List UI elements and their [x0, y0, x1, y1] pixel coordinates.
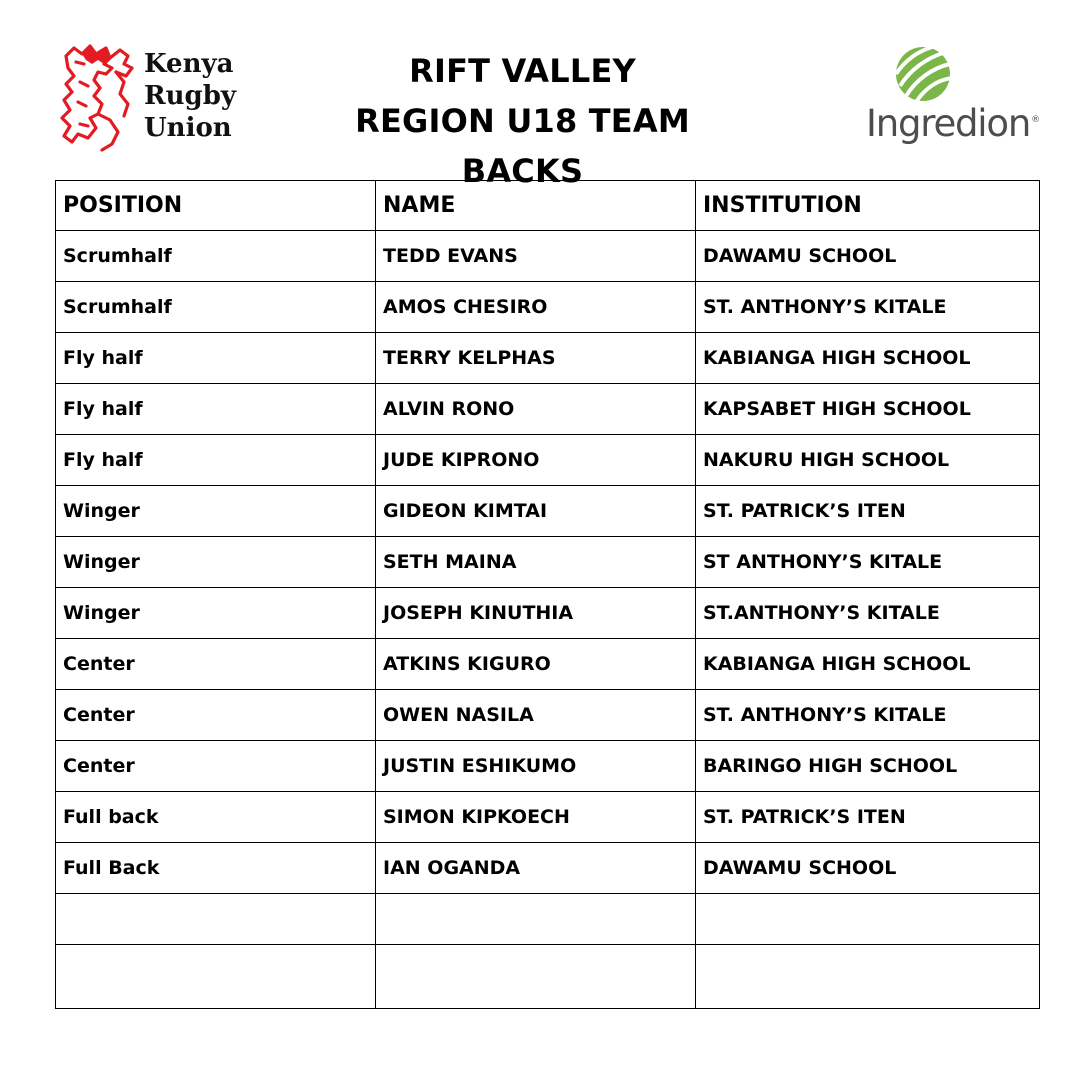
table-row	[56, 537, 1040, 588]
ingredion-name: Ingredion	[866, 102, 1031, 145]
cell-position: Full Back	[56, 843, 376, 894]
table-row	[56, 588, 1040, 639]
cell-position: Center	[56, 690, 376, 741]
logo-text-kenya: Kenya	[144, 49, 234, 79]
cell-institution: ST. ANTHONY’S KITALE	[696, 282, 1040, 333]
cell-position: Winger	[56, 486, 376, 537]
column-header-institution: INSTITUTION	[696, 181, 1040, 231]
cell-position: Center	[56, 639, 376, 690]
cell-name: SIMON KIPKOECH	[376, 792, 696, 843]
cell-name: IAN OGANDA	[376, 843, 696, 894]
ingredion-logo	[862, 44, 1042, 154]
cell-position	[56, 945, 376, 1009]
cell-institution: BARINGO HIGH SCHOOL	[696, 741, 1040, 792]
cell-position: Winger	[56, 588, 376, 639]
cell-institution: ST.ANTHONY’S KITALE	[696, 588, 1040, 639]
column-header-name: NAME	[376, 181, 696, 231]
logo-text-union: Union	[144, 113, 232, 143]
table-header-row	[56, 181, 1040, 231]
cell-name: ATKINS KIGURO	[376, 639, 696, 690]
cell-position: Center	[56, 741, 376, 792]
cell-institution	[696, 894, 1040, 945]
page-title	[330, 46, 715, 196]
cell-institution: KABIANGA HIGH SCHOOL	[696, 333, 1040, 384]
table-row-empty	[56, 945, 1040, 1009]
table-row	[56, 333, 1040, 384]
table-row	[56, 690, 1040, 741]
table-row	[56, 843, 1040, 894]
table-row	[56, 639, 1040, 690]
lion-rampant-icon	[54, 42, 138, 154]
cell-institution: ST. PATRICK’S ITEN	[696, 486, 1040, 537]
cell-institution: NAKURU HIGH SCHOOL	[696, 435, 1040, 486]
cell-name: OWEN NASILA	[376, 690, 696, 741]
cell-position: Fly half	[56, 333, 376, 384]
cell-name: ALVIN RONO	[376, 384, 696, 435]
cell-institution: KAPSABET HIGH SCHOOL	[696, 384, 1040, 435]
cell-name: AMOS CHESIRO	[376, 282, 696, 333]
cell-institution: ST. ANTHONY’S KITALE	[696, 690, 1040, 741]
cell-name: JUDE KIPRONO	[376, 435, 696, 486]
table-row-empty	[56, 894, 1040, 945]
title-line-3: BACKS	[461, 152, 584, 190]
cell-position: Scrumhalf	[56, 282, 376, 333]
cell-name	[376, 894, 696, 945]
cell-position: Full back	[56, 792, 376, 843]
cell-position: Scrumhalf	[56, 231, 376, 282]
cell-position: Fly half	[56, 435, 376, 486]
kenya-rugby-union-logo	[54, 42, 244, 157]
table-row	[56, 435, 1040, 486]
cell-institution: KABIANGA HIGH SCHOOL	[696, 639, 1040, 690]
cell-name: SETH MAINA	[376, 537, 696, 588]
cell-name: JOSEPH KINUTHIA	[376, 588, 696, 639]
cell-name: GIDEON KIMTAI	[376, 486, 696, 537]
logo-text-rugby: Rugby	[144, 81, 236, 111]
cell-institution: ST ANTHONY’S KITALE	[696, 537, 1040, 588]
table-row	[56, 792, 1040, 843]
table-row	[56, 231, 1040, 282]
cell-institution: ST. PATRICK’S ITEN	[696, 792, 1040, 843]
cell-institution	[696, 945, 1040, 1009]
table-row	[56, 384, 1040, 435]
cell-name: JUSTIN ESHIKUMO	[376, 741, 696, 792]
cell-name	[376, 945, 696, 1009]
cell-position	[56, 894, 376, 945]
title-line-2: REGION U18 TEAM	[355, 102, 690, 140]
table-row	[56, 741, 1040, 792]
table-row	[56, 282, 1040, 333]
cell-institution: DAWAMU SCHOOL	[696, 843, 1040, 894]
ingredion-wordmark	[866, 102, 1039, 145]
cell-name: TEDD EVANS	[376, 231, 696, 282]
registered-mark: ®	[1031, 115, 1039, 125]
leaf-icon	[892, 44, 954, 104]
table-row	[56, 486, 1040, 537]
title-line-1: RIFT VALLEY	[409, 52, 636, 90]
column-header-position: POSITION	[56, 181, 376, 231]
cell-institution: DAWAMU SCHOOL	[696, 231, 1040, 282]
cell-position: Fly half	[56, 384, 376, 435]
kenya-rugby-union-wordmark	[144, 48, 236, 144]
cell-position: Winger	[56, 537, 376, 588]
backs-roster-table	[55, 180, 1040, 1009]
cell-name: TERRY KELPHAS	[376, 333, 696, 384]
